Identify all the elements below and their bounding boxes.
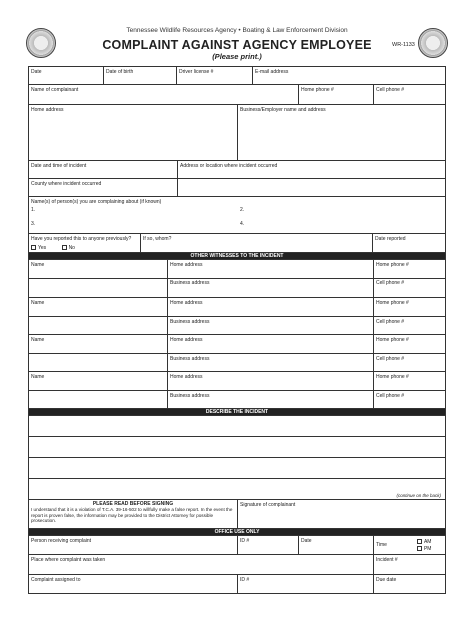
due-date-label: Due date bbox=[376, 576, 397, 583]
incident-location-field[interactable] bbox=[178, 161, 445, 178]
witness-1-home-address[interactable] bbox=[168, 260, 374, 278]
assigned-to-label: Complaint assigned to bbox=[31, 576, 81, 583]
witness-3-name-cont bbox=[29, 354, 168, 371]
witness-4-row-a bbox=[29, 372, 445, 391]
witness-2-business-address[interactable] bbox=[168, 317, 374, 334]
witness-2-row-b bbox=[29, 317, 445, 335]
row-persons bbox=[29, 197, 445, 234]
am-checkbox[interactable] bbox=[417, 539, 422, 544]
no-checkbox[interactable] bbox=[62, 245, 67, 250]
persons-field[interactable] bbox=[29, 197, 445, 233]
no-label: No bbox=[68, 244, 75, 251]
yes-checkbox[interactable] bbox=[31, 245, 36, 250]
reported-question-label: Have you reported this to anyone previously? bbox=[31, 235, 132, 242]
row-signing bbox=[29, 500, 445, 529]
if-so-label: If so, whom? bbox=[143, 235, 172, 242]
if-so-field[interactable] bbox=[141, 234, 373, 252]
office-date-label: Date bbox=[301, 537, 312, 544]
witness-business-address-label: Business address bbox=[170, 318, 210, 325]
witness-1-business-address[interactable] bbox=[168, 278, 374, 297]
office-time-label: Time bbox=[376, 542, 387, 549]
business-address-label: Business/Employer name and address bbox=[240, 106, 326, 113]
office-row-1 bbox=[29, 536, 445, 555]
incident-number-label: Incident # bbox=[376, 556, 398, 563]
incident-datetime-field[interactable] bbox=[29, 161, 178, 178]
witness-4-home-phone[interactable] bbox=[374, 372, 445, 390]
person-1-label: 1. bbox=[31, 206, 36, 213]
form-number: WR-1133 bbox=[392, 42, 415, 48]
office-row-3 bbox=[29, 575, 445, 594]
home-phone-field[interactable] bbox=[299, 85, 374, 104]
describe-line bbox=[29, 458, 445, 479]
driver-license-field[interactable] bbox=[177, 67, 253, 84]
row-county bbox=[29, 179, 445, 197]
witness-home-phone-label: Home phone # bbox=[376, 299, 409, 306]
office-use-heading: OFFICE USE ONLY bbox=[29, 529, 445, 536]
witness-home-phone-label: Home phone # bbox=[376, 261, 409, 268]
witness-name-label: Name bbox=[31, 336, 45, 343]
witness-4-cell-phone[interactable] bbox=[374, 391, 445, 408]
state-seal-icon bbox=[418, 28, 448, 58]
witnesses-heading: OTHER WITNESSES TO THE INCIDENT bbox=[29, 253, 445, 260]
office-row-2 bbox=[29, 555, 445, 575]
person-receiving-label: Person receiving complaint bbox=[31, 537, 92, 544]
ampm-options bbox=[417, 539, 432, 552]
witness-1-row-a bbox=[29, 260, 445, 279]
witness-4-name-cont bbox=[29, 391, 168, 408]
office-date-field[interactable] bbox=[299, 536, 374, 554]
complaint-form bbox=[28, 66, 446, 594]
witness-1-row-b bbox=[29, 278, 445, 298]
witness-business-address-label: Business address bbox=[170, 392, 210, 399]
witness-business-address-label: Business address bbox=[170, 355, 210, 362]
pm-checkbox[interactable] bbox=[417, 546, 422, 551]
cell-phone-label: Cell phone # bbox=[376, 86, 405, 93]
incident-location-label: Address or location where incident occurred bbox=[180, 162, 278, 169]
email-label: E-mail address bbox=[255, 68, 289, 75]
witness-3-home-address[interactable] bbox=[168, 335, 374, 353]
place-taken-field[interactable] bbox=[29, 555, 374, 574]
continued-note: (continue on the back) bbox=[396, 493, 441, 499]
describe-line bbox=[29, 479, 445, 500]
office-id-field[interactable] bbox=[238, 536, 299, 554]
office-id-label: ID # bbox=[240, 537, 250, 544]
dob-field[interactable] bbox=[104, 67, 177, 84]
witness-2-cell-phone[interactable] bbox=[374, 317, 445, 334]
cell-phone-field[interactable] bbox=[374, 85, 445, 104]
assigned-to-field[interactable] bbox=[29, 575, 238, 593]
home-phone-label: Home phone # bbox=[301, 86, 334, 93]
agency-name: Tennessee Wildlife Resources Agency • Boating & Law Enforcement Division bbox=[126, 27, 348, 34]
witness-1-name-cont bbox=[29, 278, 168, 297]
office-id2-label: ID # bbox=[240, 576, 250, 583]
describe-line bbox=[29, 437, 445, 458]
office-time-field[interactable] bbox=[374, 536, 445, 554]
witness-3-row-b bbox=[29, 354, 445, 372]
home-address-label: Home address bbox=[31, 106, 64, 113]
complainant-name-label: Name of complainant bbox=[31, 86, 79, 93]
business-address-field[interactable] bbox=[238, 105, 445, 160]
reported-question bbox=[29, 234, 141, 252]
signature-label: Signature of complainant bbox=[240, 501, 296, 508]
signing-text: I understand that it is a violation of T.C.A. 39-16-502 to willfully make a false report. In the event the report is proven false, the information may be provided to the District Attorney for possible prosecution. bbox=[31, 507, 233, 524]
witness-4-home-address[interactable] bbox=[168, 372, 374, 390]
yes-label: Yes bbox=[38, 244, 47, 251]
signature-field[interactable] bbox=[238, 500, 445, 528]
witness-home-phone-label: Home phone # bbox=[376, 336, 409, 343]
witness-home-phone-label: Home phone # bbox=[376, 373, 409, 380]
row-incident-datetime bbox=[29, 161, 445, 179]
complainant-name-field[interactable] bbox=[29, 85, 299, 104]
row-basic-info bbox=[29, 67, 445, 85]
home-address-field[interactable] bbox=[29, 105, 238, 160]
witness-cell-phone-label: Cell phone # bbox=[376, 392, 405, 399]
witness-4-business-address[interactable] bbox=[168, 391, 374, 408]
place-taken-label: Place where complaint was taken bbox=[31, 556, 106, 563]
witness-home-address-label: Home address bbox=[170, 336, 203, 343]
witness-2-name-cont bbox=[29, 317, 168, 334]
person-3-label: 3. bbox=[31, 220, 36, 227]
person-receiving-field[interactable] bbox=[29, 536, 238, 554]
person-4-label: 4. bbox=[240, 220, 245, 227]
witness-3-business-address[interactable] bbox=[168, 354, 374, 371]
driver-license-label: Driver license # bbox=[179, 68, 214, 75]
date-reported-label: Date reported bbox=[375, 235, 406, 242]
witness-3-home-phone[interactable] bbox=[374, 335, 445, 353]
due-date-field[interactable] bbox=[374, 575, 445, 593]
witness-business-address-label: Business address bbox=[170, 279, 210, 286]
witness-2-name[interactable] bbox=[29, 298, 168, 316]
incident-county-field[interactable] bbox=[29, 179, 178, 196]
persons-lines-1 bbox=[31, 207, 443, 213]
describe-line bbox=[29, 416, 445, 437]
witness-home-address-label: Home address bbox=[170, 261, 203, 268]
am-label: AM bbox=[423, 538, 432, 545]
witness-cell-phone-label: Cell phone # bbox=[376, 279, 405, 286]
date-field[interactable] bbox=[29, 67, 104, 84]
form-header bbox=[0, 0, 474, 66]
persons-lines-2 bbox=[31, 221, 443, 227]
witness-2-home-address[interactable] bbox=[168, 298, 374, 316]
date-reported-field[interactable] bbox=[373, 234, 445, 252]
persons-label: Name(s) of person(s) you are complaining about (if known) bbox=[31, 198, 162, 205]
witness-4-name[interactable] bbox=[29, 372, 168, 390]
witness-1-home-phone[interactable] bbox=[374, 260, 445, 278]
witness-block-1 bbox=[29, 260, 445, 279]
witness-cell-phone-label: Cell phone # bbox=[376, 318, 405, 325]
row-reported bbox=[29, 234, 445, 253]
date-label: Date bbox=[31, 68, 42, 75]
signing-notice bbox=[29, 500, 238, 528]
incident-number-field[interactable] bbox=[374, 555, 445, 574]
witness-home-address-label: Home address bbox=[170, 299, 203, 306]
witness-3-cell-phone[interactable] bbox=[374, 354, 445, 371]
witness-3-name[interactable] bbox=[29, 335, 168, 353]
form-subtitle: (Please print.) bbox=[212, 52, 262, 61]
witness-home-address-label: Home address bbox=[170, 373, 203, 380]
form-title: COMPLAINT AGAINST AGENCY EMPLOYEE bbox=[102, 38, 372, 52]
witness-1-name[interactable] bbox=[29, 260, 168, 278]
reported-options bbox=[31, 245, 138, 251]
witness-name-label: Name bbox=[31, 373, 45, 380]
witness-2-home-phone[interactable] bbox=[374, 298, 445, 316]
row-addresses bbox=[29, 105, 445, 161]
person-2-label: 2. bbox=[240, 206, 245, 213]
row-complainant bbox=[29, 85, 445, 105]
describe-heading: DESCRIBE THE INCIDENT bbox=[29, 409, 445, 416]
witness-name-label: Name bbox=[31, 299, 45, 306]
signing-heading: PLEASE READ BEFORE SIGNING bbox=[92, 501, 174, 508]
witness-4-row-b bbox=[29, 391, 445, 409]
witness-2-row-a bbox=[29, 298, 445, 317]
witness-3-row-a bbox=[29, 335, 445, 354]
describe-area[interactable] bbox=[29, 416, 445, 500]
incident-datetime-label: Date and time of incident bbox=[31, 162, 87, 169]
incident-county-label: County where incident occurred bbox=[31, 180, 102, 187]
witness-1-cell-phone[interactable] bbox=[374, 278, 445, 297]
email-field[interactable] bbox=[253, 67, 445, 84]
pm-label: PM bbox=[423, 545, 432, 552]
witness-cell-phone-label: Cell phone # bbox=[376, 355, 405, 362]
dob-label: Date of birth bbox=[106, 68, 134, 75]
county-blank bbox=[178, 179, 445, 196]
witness-name-label: Name bbox=[31, 261, 45, 268]
office-id2-field[interactable] bbox=[238, 575, 374, 593]
